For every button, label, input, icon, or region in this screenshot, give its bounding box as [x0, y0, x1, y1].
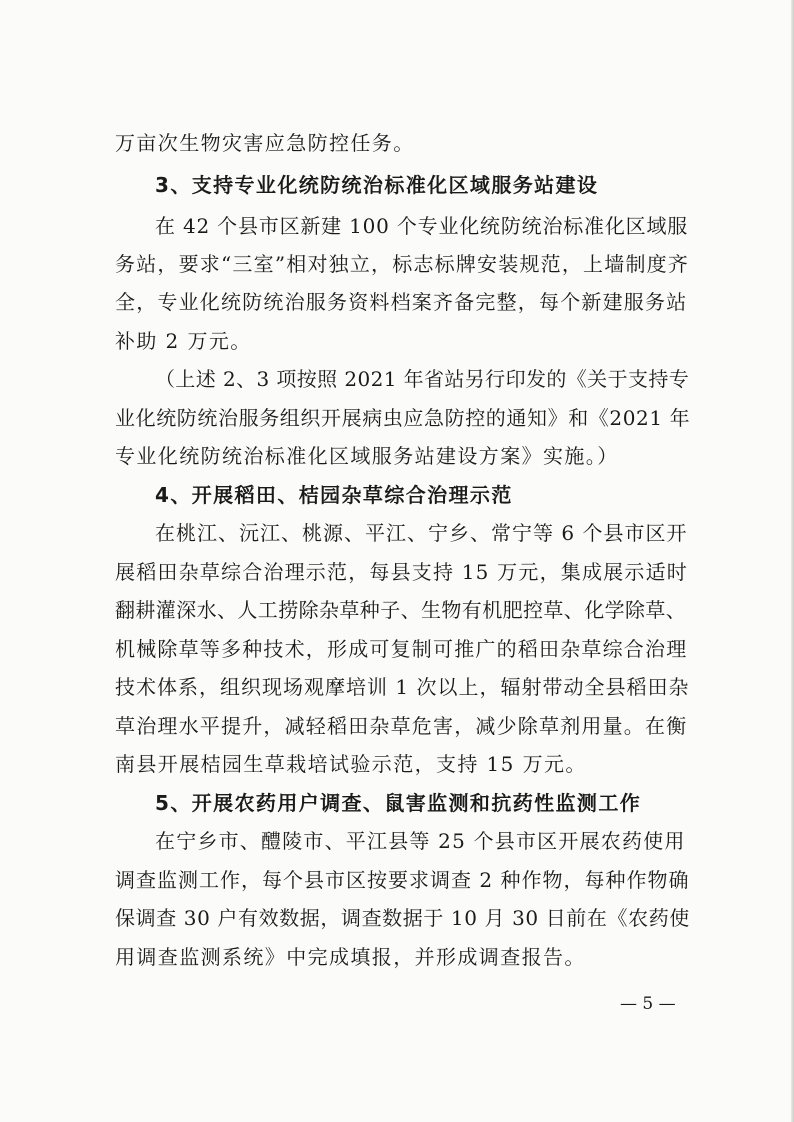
body-line: 在 42 个县市区新建 100 个专业化统防统治标准化区域服: [155, 214, 689, 238]
body-line: 万亩次生物灾害应急防控任务。: [115, 131, 415, 155]
body-line: 南县开展桔园生草栽培试验示范，支持 15 万元。: [115, 752, 587, 776]
note-line: 专业化统防统治标准化区域服务站建设方案》实施。）: [115, 444, 619, 468]
body-line: 全，专业化统防统治服务资料档案齐备完整，每个新建服务站: [115, 290, 688, 314]
section-heading-5: 5、开展农药用户调查、鼠害监测和抗药性监测工作: [155, 791, 642, 815]
body-line: 保调查 30 户有效数据，调查数据于 10 月 30 日前在《农药使: [115, 906, 690, 930]
note-line: 业化统防统治服务组织开展病虫应急防控的通知》和《2021 年: [115, 406, 691, 430]
body-line: 务站，要求“三室”相对独立，标志标牌安装规范，上墙制度齐: [115, 252, 690, 276]
body-line: 草治理水平提升，减轻稻田杂草危害，减少除草剂用量。在衡: [115, 714, 688, 738]
body-line: 在宁乡市、醴陵市、平江县等 25 个县市区开展农药使用: [155, 829, 686, 853]
body-line: 用调查监测系统》中完成填报，并形成调查报告。: [115, 945, 586, 969]
body-line: 展稻田杂草综合治理示范，每县支持 15 万元，集成展示适时: [115, 560, 688, 584]
body-line: 技术体系，组织现场观摩培训 1 次以上，辐射带动全县稻田杂: [115, 675, 690, 699]
page-number: — 5 —: [620, 994, 676, 1014]
body-line: 翻耕灌深水、人工捞除杂草种子、生物有机肥控草、化学除草、: [115, 598, 687, 622]
body-line: 补助 2 万元。: [115, 329, 252, 353]
section-heading-4: 4、开展稻田、桔园杂草综合治理示范: [155, 483, 513, 507]
body-line: 机械除草等多种技术，形成可复制可推广的稻田杂草综合治理: [115, 637, 688, 661]
body-line: 调查监测工作，每个县市区按要求调查 2 种作物，每种作物确: [115, 868, 690, 892]
note-line: （上述 2、3 项按照 2021 年省站另行印发的《关于支持专: [155, 367, 690, 391]
section-heading-3: 3、支持专业化统防统治标准化区域服务站建设: [155, 173, 599, 197]
body-line: 在桃江、沅江、桃源、平江、宁乡、常宁等 6 个县市区开: [155, 521, 688, 545]
